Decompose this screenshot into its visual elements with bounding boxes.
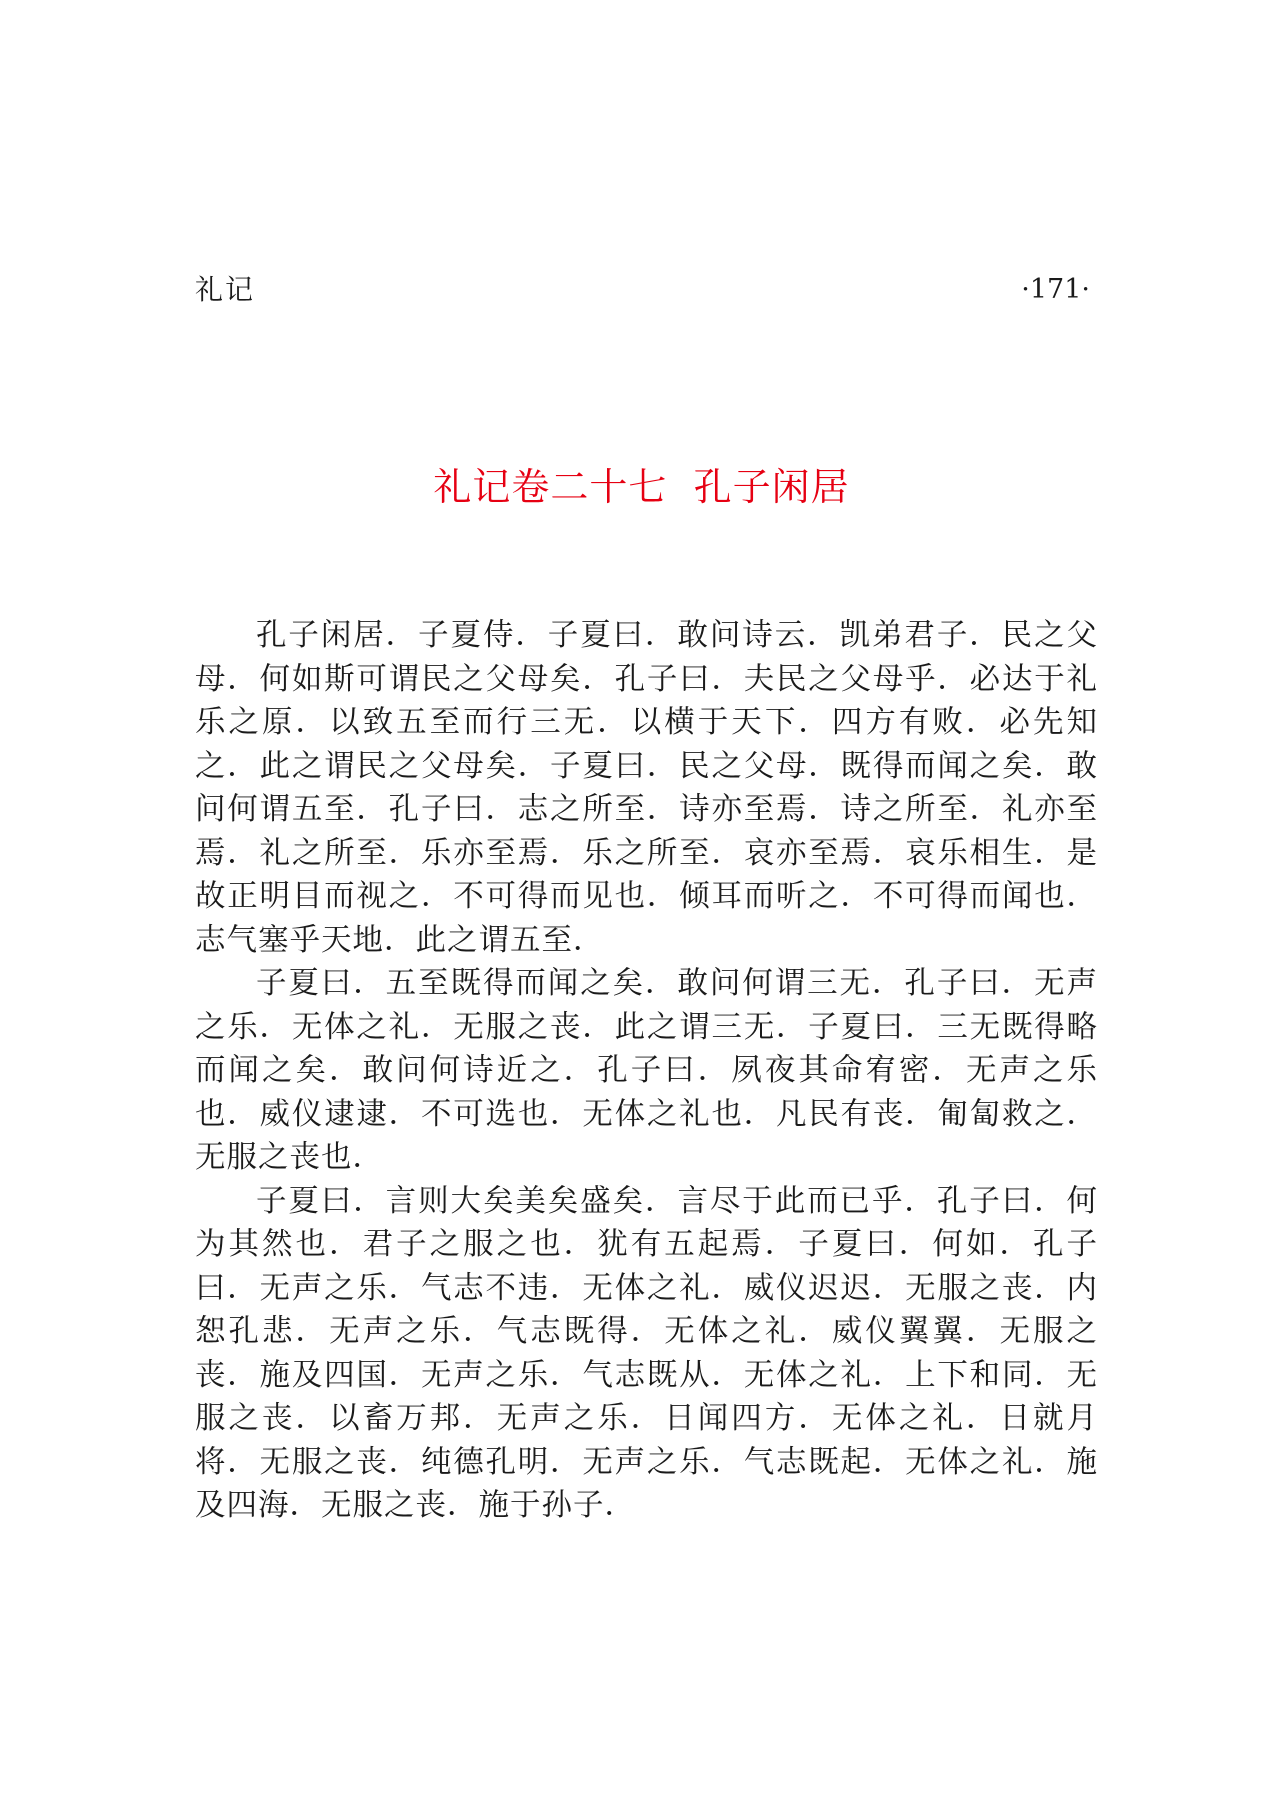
body-text [195, 614, 1098, 1528]
running-title: 礼记 [195, 273, 256, 306]
paragraph: 孔子闲居．子夏侍．子夏曰．敢问诗云．凯弟君子．民之父母．何如斯可谓民之父母矣．孔子曰．夫民之父母乎．必达于礼乐之原．以致五至而行三无．以横于天下．四方有败．必先知之．此之谓民之父母矣．子夏曰．民之父母．既得而闻之矣．敢问何谓五至．孔子曰．志之所至．诗亦至焉．诗之所至．礼亦至焉．礼之所至．乐亦至焉．乐之所至．哀亦至焉．哀乐相生．是故正明目而视之．不可得而见也．倾耳而听之．不可得而闻也．志气塞乎天地．此之谓五至． [195, 618, 1098, 958]
chapter-title: 礼记卷二十七 孔子闲居 [433, 465, 850, 509]
paragraph: 子夏曰．言则大矣美矣盛矣．言尽于此而已乎．孔子曰．何为其然也．君子之服之也．犹有五起焉．子夏曰．何如．孔子曰．无声之乐．气志不违．无体之礼．威仪迟迟．无服之丧．内恕孔悲．无声之乐．气志既得．无体之礼．威仪翼翼．无服之丧．施及四国．无声之乐．气志既从．无体之礼．上下和同．无服之丧．以畜万邦．无声之乐．日闻四方．无体之礼．日就月将．无服之丧．纯德孔明．无声之乐．气志既起．无体之礼．施及四海．无服之丧．施于孙子． [195, 1183, 1098, 1523]
paragraph: 子夏曰．五至既得而闻之矣．敢问何谓三无．孔子曰．无声之乐．无体之礼．无服之丧．此之谓三无．子夏曰．三无既得略而闻之矣．敢问何诗近之．孔子曰．夙夜其命宥密．无声之乐也．威仪逮逮．不可选也．无体之礼也．凡民有丧．匍匐救之．无服之丧也． [195, 966, 1098, 1175]
page-number: ·171· [1021, 274, 1090, 305]
